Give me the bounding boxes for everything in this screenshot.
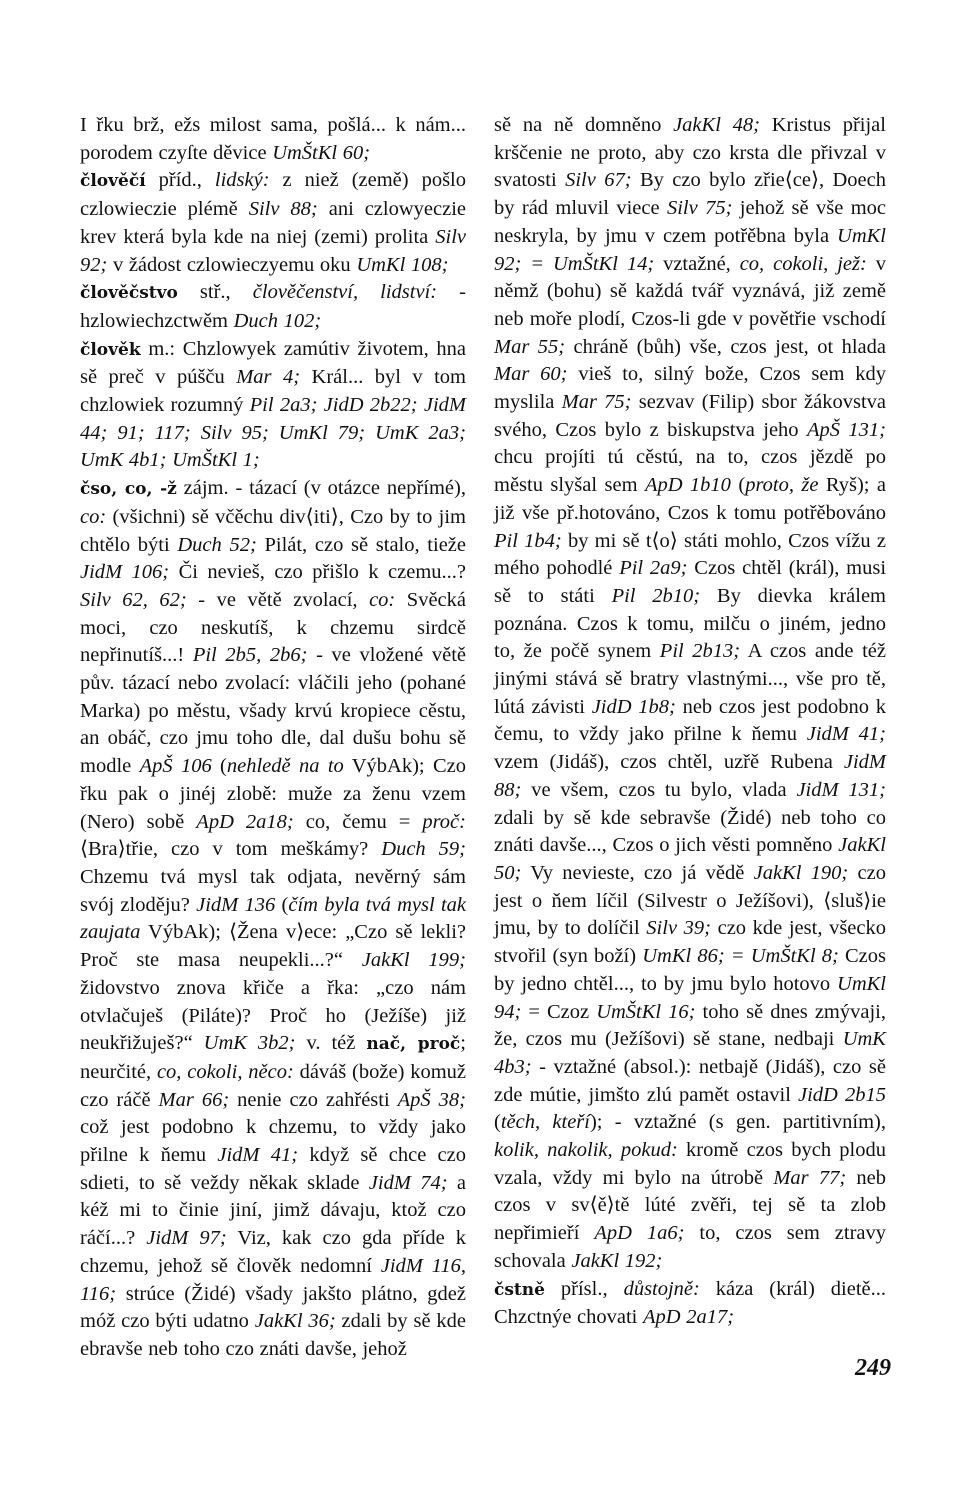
dictionary-entry bbox=[494, 112, 886, 1276]
italic-text: Mar 60; bbox=[494, 363, 568, 386]
entry-text: příd., bbox=[145, 169, 215, 192]
entry-text: chráně (bůh) vše, czos jest, ot hlada bbox=[565, 335, 886, 358]
italic-text: Pil 2b5, 2b6; bbox=[192, 644, 308, 667]
entry-text: ( bbox=[211, 755, 227, 778]
entry-text: - vztažné (absol.): netbajě (Jidáš), czo sě zde mútie, jimšto zlú pamět ostavil bbox=[494, 1055, 886, 1106]
entry-text: což jest podobno k chzemu, to vždy jako přilne k ňemu bbox=[80, 1116, 466, 1167]
dictionary-entry bbox=[80, 475, 466, 1364]
entry-text: Kristus přijal krščenie ne proto, aby czo krsta dle přivzal v svatosti bbox=[494, 114, 886, 192]
entry-text: kromě czos bych plodu vzala, vždy mi bylo na útrobě bbox=[494, 1139, 887, 1189]
entry-text: zájm. - tázací (v otázce nepřímé), bbox=[176, 477, 466, 500]
italic-text: důstojně: bbox=[623, 1277, 700, 1300]
italic-text: ApD 2a17; bbox=[643, 1306, 735, 1329]
entry-text: Viz, kak czo gda příde k chzemu, jehož sě člověk nedomní bbox=[80, 1227, 467, 1277]
italic-text: Pil 1b4; bbox=[494, 529, 562, 552]
entry-text: ve všem, czos tu bylo, vlada bbox=[521, 778, 797, 801]
italic-text: JakKl 36; bbox=[254, 1310, 336, 1333]
entry-text: by mi sě t⟨o⟩ státi mohlo, Czos vížu z mého pohodlé bbox=[494, 529, 886, 580]
italic-text: ApD 1b10 bbox=[644, 474, 731, 497]
entry-text: VýbAk); ⟨Žena v⟩ece: „Czo sě lekli? Proč ste masa neupekli...?“ bbox=[80, 921, 466, 972]
entry-text: strúce (Židé) všady jakšto plátno, gdež móž czo býti udatno bbox=[80, 1282, 466, 1333]
entry-text: Pilát, czo sě stalo, tieže bbox=[256, 533, 466, 556]
entry-text: Chzemu tvá mysl tak odjata, nevěrný sám svój zloděju? bbox=[80, 865, 466, 916]
entry-text: vztažné, bbox=[654, 252, 740, 275]
italic-text: JidM 74; bbox=[368, 1171, 448, 1194]
entry-text: Král... byl v tom chzlowiek rozumný bbox=[80, 366, 467, 417]
headword: nač, proč bbox=[366, 1034, 461, 1055]
italic-text: Pil 2a9; bbox=[619, 557, 688, 580]
entry-text: a kéž mi to činie jiní, jimž dávaju, ktož czo ráčí...? bbox=[80, 1171, 467, 1250]
italic-text: Pil 2a3; JidD 2b22; JidM 44; 91; 117; Silv 95; UmKl 79; UmK 2a3; UmK 4b1; UmŠtKl 1; bbox=[80, 394, 466, 472]
entry-text: zdali by sě kde sebravše (Židé) neb toho co znáti davše..., Czos o jich věsti pomněno bbox=[494, 806, 886, 857]
italic-text: ApD 2a18; bbox=[196, 810, 294, 833]
entry-text: ( bbox=[730, 474, 746, 497]
italic-text: JidM 97; bbox=[146, 1227, 227, 1250]
headword: člověk bbox=[80, 339, 141, 360]
italic-text: UmKl 86; = UmŠtKl 8; bbox=[642, 945, 839, 968]
italic-text: Duch 102; bbox=[233, 309, 322, 332]
entry-text: přísl., bbox=[544, 1277, 624, 1300]
entry-text: sezvav (Filip) sbor žákovstva svého, Czos bylo z biskupstva jeho bbox=[494, 391, 886, 441]
italic-text: JidD 2b15 bbox=[798, 1083, 886, 1106]
italic-text: JidM 41; bbox=[806, 723, 887, 746]
entry-text: m.: Chzlowyek zamútiv životem, hna sě preč v púšču bbox=[80, 337, 466, 389]
entry-text: vieš to, silný bože, Czos sem kdy myslila bbox=[494, 363, 886, 414]
italic-text: těch, kteří bbox=[500, 1111, 590, 1134]
entry-text: z niež (země) pošlo czlowieczie plémě bbox=[80, 169, 467, 221]
headword: člověčí bbox=[80, 171, 146, 192]
entry-text: -hzlowiechzctwěm bbox=[80, 281, 467, 332]
entry-text: ( bbox=[494, 1111, 501, 1134]
italic-text: UmK 4b3; bbox=[494, 1028, 886, 1078]
italic-text: co, cokoli, jež: bbox=[739, 252, 867, 275]
entry-text: - ve vložené větě pův. tázací nebo zvolací: vláčili jeho (pohané Marka) po městu, všady krvú kropiece cěstu, an obáč, czo jmu toho dle, dal dušu bohu sě modle bbox=[80, 644, 467, 778]
italic-text: proč: bbox=[422, 810, 466, 833]
page-number: 249 bbox=[855, 1355, 891, 1381]
italic-text: Silv 62, 62; bbox=[80, 588, 187, 611]
entry-text: sě na ně domněno bbox=[494, 114, 674, 136]
italic-text: UmK 3b2; bbox=[203, 1032, 296, 1055]
entry-text: czo kde jest, všecko stvořil (syn boží) bbox=[494, 917, 886, 968]
italic-text: Mar 66; bbox=[158, 1088, 230, 1111]
entry-text: neb czos jest podobno k čemu, to vždy jako přilne k ňemu bbox=[494, 695, 886, 746]
entry-text: to, czos sem ztravy schovala bbox=[494, 1222, 886, 1272]
entry-text: zdali by sě kde ebravše neb toho czo znáti davše, jehož bbox=[80, 1310, 466, 1360]
italic-text: JakKl 48; bbox=[673, 114, 760, 136]
headword: člověčstvo bbox=[80, 283, 178, 304]
entry-text: Vy nevieste, czo já vědě bbox=[521, 861, 754, 884]
entry-text: stř., bbox=[177, 281, 253, 304]
italic-text: co: bbox=[369, 588, 396, 611]
italic-text: co: bbox=[80, 505, 107, 528]
entry-text: ); - vztažné (s gen. partitivním), bbox=[589, 1111, 886, 1134]
italic-text: člověčenství, lidství: bbox=[252, 281, 438, 304]
entry-text: I řku brž, ežs milost sama, pošlá... k nám... porodem czyſte děvice bbox=[80, 114, 466, 164]
entry-text: ⟨Bra⟩třie, czo v tom meškámy? bbox=[80, 838, 382, 861]
left-column bbox=[80, 112, 466, 1364]
entry-text: káza (král) dietě... Chzctnýe chovati bbox=[494, 1277, 886, 1329]
dictionary-entry bbox=[80, 167, 466, 279]
italic-text: Duch 52; bbox=[177, 533, 257, 556]
entry-text: neb czos v sv⟨ě⟩tě lúté zvěři, tej sě ta zlob nepřimieří bbox=[494, 1166, 886, 1245]
italic-text: nehledě na to bbox=[226, 755, 344, 778]
entry-text: Czos by jedno chtěl..., to by jmu bylo hotovo bbox=[494, 945, 887, 995]
entry-text: ani czlowyeczie krev která byla kde na niej (zemi) prolita bbox=[80, 198, 466, 248]
entry-text: Svěcká moci, czo neskutíš, k chzemu sirdcě nepřinutíš...! bbox=[80, 588, 466, 667]
entry-text: By czo bylo zřie⟨ce⟩, Doech by rád mluvil viece bbox=[494, 169, 886, 220]
italic-text: JidM 106; bbox=[80, 561, 170, 584]
italic-text: Pil 2b10; bbox=[611, 584, 701, 607]
entry-text: židovstvo znova křiče a řka: „czo nám otvlačuješ (Piláte)? Proč ho (Ježíše) již neukřižuješ?“ bbox=[80, 976, 466, 1055]
entry-text: (všichni) sě včěchu div⟨iti⟩, Czo by to jim chtělo býti bbox=[80, 505, 466, 556]
italic-text: Silv 39; bbox=[646, 917, 711, 940]
entry-text: - ve větě zvolací, bbox=[186, 588, 370, 611]
entry-text: VýbAk); Czo řku pak o jinéj zlobě: muže za ženu vzem (Nero) sobě bbox=[80, 755, 466, 833]
italic-text: UmŠtKl 60; bbox=[272, 141, 371, 164]
italic-text: JidM 88; bbox=[494, 751, 886, 801]
entry-text: czo jest o ňem líčil (Silvestr o Ježíšovi), ⟨sluš⟩ie jmu, by to dolíčil bbox=[494, 861, 886, 940]
entry-text: v. též bbox=[295, 1032, 367, 1055]
entry-text: Či nevieš, czo přišlo k czemu...? bbox=[169, 561, 466, 584]
italic-text: Silv 67; bbox=[565, 169, 632, 192]
entry-text: jehož sě vše moc neskryla, by jmu v czem potřěbna byla bbox=[494, 197, 886, 247]
italic-text: Duch 59; bbox=[381, 838, 466, 861]
italic-text: JakKl 190; bbox=[753, 861, 849, 884]
entry-text: chcu projíti tú cěstú, na to, czos jězdě po městu slyšal sem bbox=[494, 446, 886, 497]
headword: čso, co, -ž bbox=[80, 479, 177, 500]
dictionary-entry bbox=[80, 336, 466, 476]
italic-text: proto, že bbox=[745, 474, 819, 497]
italic-text: JakKl 192; bbox=[571, 1249, 663, 1272]
entry-text: Czos chtěl (král), musi sě to státi bbox=[494, 557, 887, 607]
italic-text: JakKl 199; bbox=[361, 949, 466, 972]
dictionary-entry bbox=[80, 279, 466, 335]
italic-text: ApŠ 38; bbox=[397, 1088, 466, 1111]
entry-text: co, čemu = bbox=[293, 810, 423, 833]
italic-text: kolik, nakolik, pokud: bbox=[494, 1139, 678, 1162]
italic-text: Silv 75; bbox=[666, 197, 733, 220]
entry-text: nenie czo zahřésti bbox=[229, 1088, 398, 1111]
entry-text: ( bbox=[275, 893, 289, 916]
italic-text: JidM 116, 116; bbox=[80, 1254, 466, 1305]
italic-text: JidM 131; bbox=[796, 778, 886, 801]
entry-text: Ryš); a již vše př.hotováno, Czos k tomu potřěbováno bbox=[494, 474, 887, 524]
italic-text: ApŠ 131; bbox=[806, 418, 886, 441]
entry-text: toho sě dnes zmývaji, že, czos mu (Ježíšovi) sě stane, nedbaji bbox=[494, 1000, 886, 1051]
entry-text: v němž (bohu) sě každá tvář vyznává, již země neb moře plodí, Czos-li gde v povětřie vschodí bbox=[494, 252, 886, 330]
italic-text: ApD 1a6; bbox=[594, 1222, 685, 1245]
italic-text: UmKl 94; bbox=[494, 972, 886, 1023]
italic-text: ApŠ 106 bbox=[139, 755, 212, 778]
headword: čstně bbox=[494, 1279, 545, 1300]
italic-text: lidský: bbox=[214, 169, 270, 192]
dictionary-entry bbox=[494, 1276, 886, 1332]
italic-text: JidM 41; bbox=[217, 1144, 299, 1167]
entry-text: ; neurčité, bbox=[80, 1032, 466, 1083]
italic-text: JakKl 50; bbox=[494, 834, 886, 884]
entry-text: = Czoz bbox=[521, 1000, 597, 1023]
entry-text: By dievka králem poznána. Czos k tomu, milču o jiném, jedno to, že počě synem bbox=[494, 584, 886, 663]
italic-text: UmŠtKl 16; bbox=[596, 1000, 696, 1023]
dictionary-entry bbox=[80, 112, 466, 167]
entry-text: dáváš (bože) komuž czo ráčě bbox=[80, 1060, 467, 1111]
italic-text: Mar 77; bbox=[773, 1166, 847, 1189]
entry-text: když sě chce czo sdieti, to sě veždy někak sklade bbox=[80, 1144, 466, 1194]
right-column bbox=[494, 112, 886, 1332]
italic-text: UmKl 108; bbox=[356, 253, 449, 276]
italic-text: Mar 4; bbox=[236, 366, 301, 389]
italic-text: JidD 1b8; bbox=[591, 695, 676, 718]
italic-text: Mar 55; bbox=[494, 335, 566, 358]
italic-text: Pil 2b13; bbox=[659, 640, 741, 663]
entry-text: A czos ande též jinými stává sě bratry vlastnými..., vše pro tě, lútá závisti bbox=[494, 640, 886, 718]
italic-text: JidM 136 bbox=[196, 893, 276, 916]
italic-text: čím byla tvá mysl tak zaujata bbox=[80, 893, 466, 944]
entry-text: vzem (Jidáš), czos chtěl, uzřě Rubena bbox=[494, 751, 844, 774]
italic-text: Mar 75; bbox=[561, 391, 632, 414]
italic-text: UmKl 92; = UmŠtKl 14; bbox=[494, 224, 886, 275]
italic-text: Silv 92; bbox=[80, 225, 466, 276]
italic-text: Silv 88; bbox=[248, 198, 318, 221]
entry-text: v žádost czlowieczyemu oku bbox=[107, 253, 357, 276]
italic-text: co, cokoli, něco: bbox=[156, 1060, 294, 1083]
